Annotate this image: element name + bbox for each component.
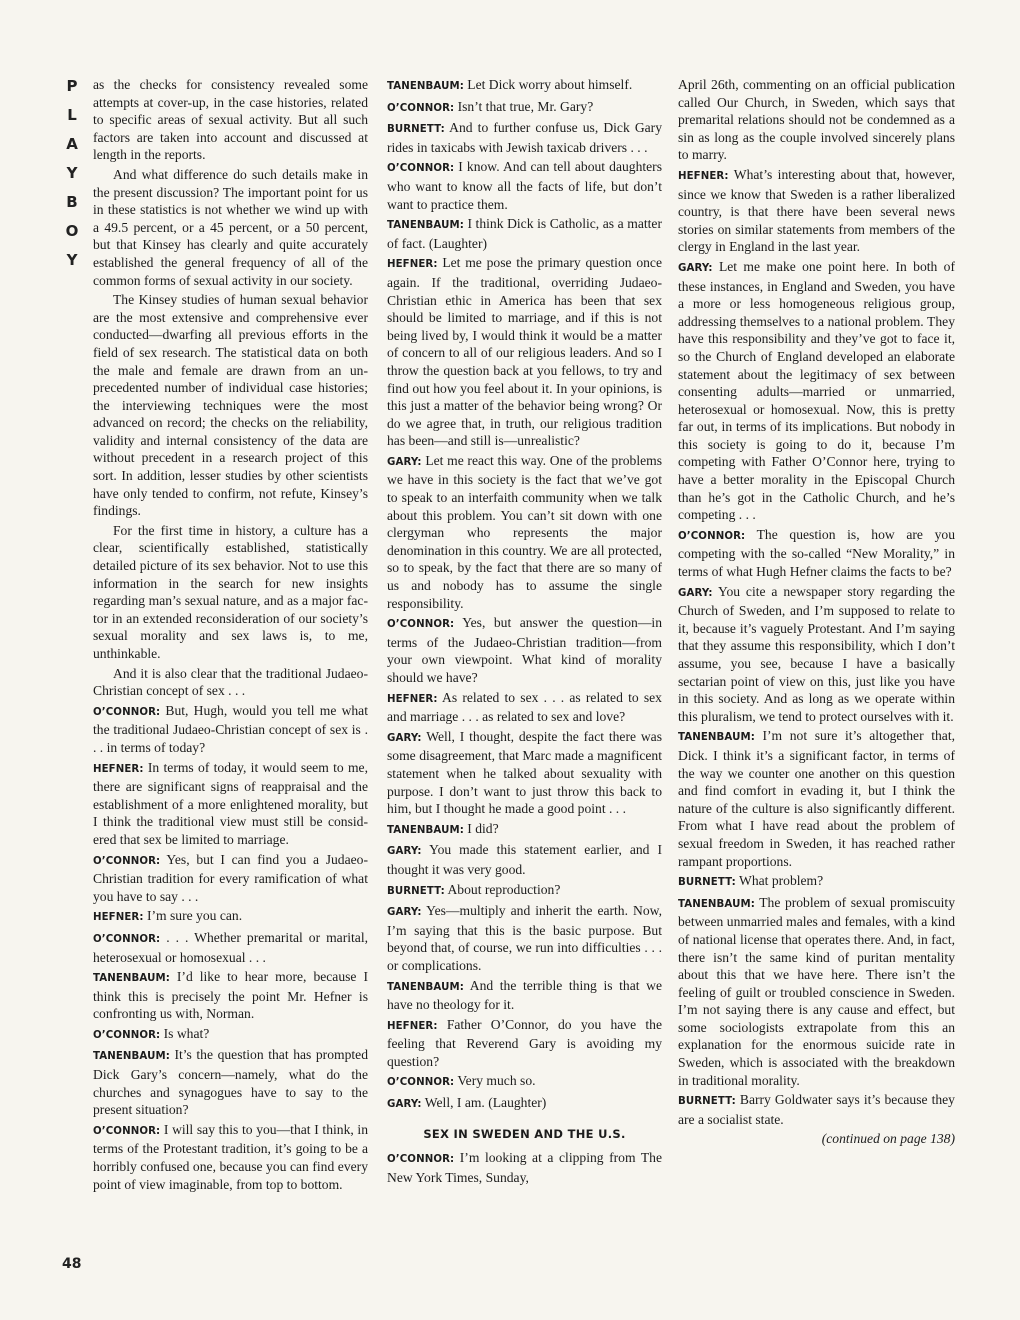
dialogue-text: About reproduction?: [447, 881, 561, 897]
speaker-label: O’CONNOR:: [93, 1029, 161, 1041]
dialogue-text: . . . Whether premarital or marital, heterosexual or homosexual . . .: [93, 929, 368, 965]
speaker-label: GARY:: [678, 587, 713, 599]
dialogue-paragraph: [678, 526, 955, 581]
body-paragraph: And what difference do such details make in the present discussion? The important point for us in these statistics is not whether we wind up with a 49.5 percent, or a 45 percent, or a 50 percent, but that Kinsey has clearly and quite accurately established the general frequency of all of the common forms of sexual activity in our society.: [93, 166, 368, 288]
speaker-label: O’CONNOR:: [678, 530, 746, 542]
speaker-label: TANENBAUM:: [387, 220, 464, 232]
speaker-label: HEFNER:: [387, 1020, 438, 1032]
dialogue-paragraph: [93, 851, 368, 906]
speaker-label: BURNETT:: [678, 1096, 736, 1108]
dialogue-paragraph: [387, 902, 662, 974]
masthead-letter: L: [67, 106, 77, 124]
masthead-letter: P: [66, 77, 78, 95]
masthead-letter: A: [66, 135, 78, 153]
dialogue-text: Well, I thought, despite the fact there was some disagreement, that Marc made a magnificent statement when he talked about sexuality with purpose. I don’t want to just throw this back to him, but I thought he made a good point . . .: [387, 728, 662, 817]
dialogue-paragraph: [678, 872, 955, 892]
dialogue-paragraph: [678, 1091, 955, 1128]
dialogue-text: Yes—multiply and inherit the earth. Now, I’m saying that this is the basic purpose. But beyond that, of course, we run into difficulties . . . or complications.: [387, 903, 662, 973]
dialogue-paragraph: [387, 1094, 662, 1114]
body-paragraph: as the checks for consistency revealed some attempts at cover-up, in the case histories, related to specific areas of sexual activity. But all such factors are taken into account and discussed at length in the reports.: [93, 77, 368, 163]
speaker-label: GARY:: [387, 456, 422, 468]
speaker-label: GARY:: [387, 846, 422, 858]
dialogue-text: The problem of sexual promiscuity between unmarried males and females, with a kind of national license that operates there. And, in fact, there isn’t the same kind of puritan mentality about this that we have here. There isn’t the feeling of guilt or troubled conscience in Sweden. I’m not saying there is any cause and effect, but some sociologists extrapolate from this an explanation for the enormous suicide rate in Sweden, which is associated with the breakdown in traditional morality.: [678, 894, 955, 1088]
dialogue-paragraph: [387, 1072, 662, 1092]
speaker-label: TANENBAUM:: [678, 732, 755, 744]
speaker-label: TANENBAUM:: [678, 898, 755, 910]
text-column-1: [93, 76, 368, 1286]
dialogue-text: Yes, but answer the question—in terms of the Judaeo-Christian tradition—from your own viewpoint. What kind of morality should we have?: [387, 615, 662, 685]
dialogue-paragraph: [678, 727, 955, 870]
speaker-label: HEFNER:: [93, 912, 144, 924]
speaker-label: TANENBAUM:: [387, 981, 464, 993]
dialogue-text: Barry Goldwater says it’s because they are a socialist state.: [678, 1092, 955, 1127]
dialogue-text: The question is, how are you competing with the so-called “New Morality,” in terms of what Hugh Hefner claims the facts to be?: [678, 526, 955, 580]
dialogue-text: I’m not sure it’s altogether that, Dick. I think it’s a significant factor, in terms of the way we counter one another on this question and find comfort in evading it, but I think the nature of the culture is also significantly different. From what I have read about the problem of sexual freedom in Sweden, it has reached rather rampant proportions.: [678, 728, 955, 869]
dialogue-paragraph: [93, 968, 368, 1023]
speaker-label: O’CONNOR:: [93, 706, 161, 718]
dialogue-text: Very much so.: [457, 1073, 536, 1089]
dialogue-paragraph: [387, 119, 662, 156]
speaker-label: O’CONNOR:: [387, 1077, 455, 1089]
speaker-label: TANENBAUM:: [387, 81, 464, 92]
masthead-vertical: [62, 72, 82, 275]
dialogue-text: I did?: [467, 820, 499, 836]
speaker-label: O’CONNOR:: [93, 933, 161, 945]
dialogue-paragraph: [387, 820, 662, 840]
continuation-note: (continued on page 138): [821, 1131, 955, 1147]
dialogue-paragraph: [93, 929, 368, 966]
speaker-label: TANENBAUM:: [93, 1051, 170, 1063]
dialogue-text: I think Dick is Catholic, as a matter of fact. (Laughter): [387, 216, 662, 251]
speaker-label: BURNETT:: [387, 124, 445, 136]
masthead-letter: Y: [66, 251, 78, 269]
masthead-letter: O: [65, 222, 79, 240]
speaker-label: BURNETT:: [387, 885, 445, 897]
dialogue-paragraph: [678, 894, 955, 1090]
speaker-label: GARY:: [387, 732, 422, 744]
dialogue-paragraph: [93, 759, 368, 849]
section-subheading: SEX IN SWEDEN AND THE U.S.: [423, 1126, 626, 1141]
dialogue-paragraph: [387, 76, 662, 96]
dialogue-text: You cite a newspaper story regarding the Church of Sweden, and I’m supposed to relate to it, because it’s vaguely Protestant. And I’m saying that they assume this responsibility, which I don’t assume, you see, because I have a basically sectarian point of view on this, just like you have in this society. And as long as we operate within this pluralism, we tend to protect ourselves with it.: [678, 583, 955, 724]
speaker-label: HEFNER:: [678, 170, 729, 182]
speaker-label: O’CONNOR:: [387, 619, 455, 631]
dialogue-paragraph: [387, 614, 662, 686]
dialogue-paragraph: [93, 1025, 368, 1045]
speaker-label: O’CONNOR:: [387, 102, 455, 114]
dialogue-paragraph: [387, 158, 662, 213]
dialogue-paragraph: [387, 1149, 662, 1186]
page-number: 48: [62, 1256, 82, 1272]
speaker-label: HEFNER:: [93, 763, 144, 775]
dialogue-paragraph: [387, 728, 662, 818]
body-paragraph: April 26th, commenting on an official publication called Our Church, in Sweden, which says that premarital relations should not be condemned as a sin as long as the couple involved sincerely plans to marry.: [678, 77, 955, 163]
text-column-2: [387, 76, 662, 1286]
dialogue-text: Let me pose the primary question once again. If the traditional, overriding Judaeo-Christian ethic in America has been that sex should be limited to marriage, and if this is not being lived by, I would think it would be a matter of concern to all of our religious leaders. And so I throw the question back at you fellows, to try and find out how you feel about it. In your opinions, is this just a matter of the behavior being wrong? Or do we agree that, in truth, our religious tradition has been—and still is—unrealistic?: [387, 255, 662, 449]
dialogue-text: As related to sex . . . as related to sex and marriage . . . as related to sex and love?: [387, 689, 662, 725]
speaker-label: TANENBAUM:: [93, 973, 170, 985]
speaker-label: O’CONNOR:: [387, 1154, 455, 1166]
text-column-3: [678, 76, 955, 1286]
dialogue-paragraph: [387, 254, 662, 450]
dialogue-paragraph: [387, 881, 662, 901]
dialogue-paragraph: [93, 702, 368, 757]
dialogue-text: Let me react this way. One of the problems we have in this society is the fact that we’ve got to speak to an interfaith community when we talk about this problem. You can’t sit down with one clergyman who represents the major denomination in this country. We are all protected, so to speak, by the fact that there are so many of us and nobody has to assume the single responsibility.: [387, 452, 662, 611]
dialogue-text: It’s the question that has prompted Dick Gary’s concern—namely, what do the churches and synagogues have to say to the present situation?: [93, 1047, 368, 1118]
dialogue-text: Is what?: [163, 1025, 210, 1041]
body-paragraph: And it is also clear that the traditional Judaeo-Christian concept of sex . . .: [93, 665, 368, 699]
dialogue-text: And the terrible thing is that we have no theology for it.: [387, 977, 662, 1013]
dialogue-text: And to further confuse us, Dick Gary rides in taxicabs with Jewish taxicab drivers . . .: [387, 120, 662, 155]
dialogue-text: In terms of today, it would seem to me, there are significant signs of reappraisal and the establishment of a more enlightened morality, but I think the traditional view must still be considered that sex be limited to marriage.: [93, 759, 368, 847]
dialogue-text: Well, I am. (Laughter): [424, 1095, 547, 1111]
dialogue-text: But, Hugh, would you tell me what the traditional Judaeo-Christian concept of sex is . . . in terms of today?: [93, 702, 368, 755]
dialogue-text: You made this statement earlier, and I thought it was very good.: [387, 842, 662, 877]
dialogue-paragraph: [387, 689, 662, 726]
dialogue-text: I know. And can tell about daughters who want to know all the facts of life, but don’t want to practice them.: [387, 159, 662, 212]
dialogue-paragraph: [678, 258, 955, 524]
body-paragraph: The Kinsey studies of human sexual behavior are the most extensive and comprehensive ever conducted—dwarfing all previous efforts in the field of sex research. The statistical data on both the male and female are drawn from an unprecedented number of individual case histories; the interviewing techniques were the most advanced on record; the checks on the reliability, validity and internal consistency of the data are without precedent in a research project of this sort. In addition, lesser studies by other scientists have only tended to confirm, not refute, Kinsey’s findings.: [93, 292, 368, 519]
dialogue-text: Yes, but I can find you a Judaeo-Christian tradition for every ramification of what you have to say . . .: [93, 851, 368, 904]
speaker-label: GARY:: [387, 1099, 422, 1111]
speaker-label: O’CONNOR:: [93, 1125, 161, 1137]
dialogue-paragraph: [387, 841, 662, 878]
speaker-label: O’CONNOR:: [93, 855, 161, 867]
speaker-label: O’CONNOR:: [387, 163, 455, 175]
dialogue-paragraph: [387, 977, 662, 1014]
dialogue-paragraph: [387, 215, 662, 252]
dialogue-paragraph: [93, 1121, 368, 1193]
speaker-label: TANENBAUM:: [387, 824, 464, 836]
dialogue-paragraph: [387, 1016, 662, 1071]
dialogue-text: Isn’t that true, Mr. Gary?: [457, 98, 594, 114]
dialogue-text: Let Dick worry about himself.: [467, 77, 633, 92]
speaker-label: GARY:: [387, 907, 422, 919]
dialogue-text: I’m looking at a clipping from The New York Times, Sunday,: [387, 1150, 662, 1185]
speaker-label: HEFNER:: [387, 259, 438, 271]
dialogue-text: Let me make one point here. In both of these instances, in England and Sweden, you have a more or less homogeneous religious group, addressing themselves to a national problem. They have this responsibility and they’ve got to face it, so the Church of England developed an elaborate statement about the legitimacy of sex between consenting adults—married or unmarried, heterosexual or homosexual. Now, this is pretty far out, in terms of its implications. But nobody in this society is going to do it, because I’m competing with Father O’Connor here, trying to have a better morality in the Episcopal Church than he’s got in the Catholic Church, and he’s competing . . .: [678, 258, 955, 523]
masthead-letter: B: [66, 193, 78, 211]
masthead-letter: Y: [66, 164, 78, 182]
speaker-label: HEFNER:: [387, 693, 438, 705]
dialogue-paragraph: [678, 166, 955, 256]
dialogue-text: What problem?: [738, 873, 824, 889]
dialogue-paragraph: [93, 907, 368, 927]
dialogue-paragraph: [387, 452, 662, 612]
dialogue-text: What’s interesting about that, however, since we know that Sweden is a rather liberalized country, is that there have been several news stories on similar statements from members of the clergy in England in the last year.: [678, 166, 955, 255]
dialogue-text: I’d like to hear more, because I think this is precisely the point Mr. Hefner is confronting us with, Norman.: [93, 969, 368, 1022]
dialogue-paragraph: [387, 98, 662, 118]
dialogue-text: I will say this to you—that I think, in terms of the Protestant tradition, it’s going to be a horribly confused one, because you can find every point of view imaginable, from top to bottom.: [93, 1121, 368, 1192]
dialogue-paragraph: [93, 1046, 368, 1118]
dialogue-text: I’m sure you can.: [146, 908, 243, 924]
body-paragraph: For the first time in history, a culture has a clear, scientifically established, statistically detailed picture of its sex behavior. Not to use this information in the search for new insights regarding man’s sexual nature, and as a major factor in an extended reconsideration of our society’s sexual morality and sex laws is, to me, unthinkable.: [93, 522, 368, 661]
dialogue-paragraph: [678, 583, 955, 726]
speaker-label: BURNETT:: [678, 877, 736, 889]
speaker-label: GARY:: [678, 262, 713, 274]
dialogue-text: Father O’Connor, do you have the feeling that Reverend Gary is avoiding my question?: [387, 1016, 662, 1069]
